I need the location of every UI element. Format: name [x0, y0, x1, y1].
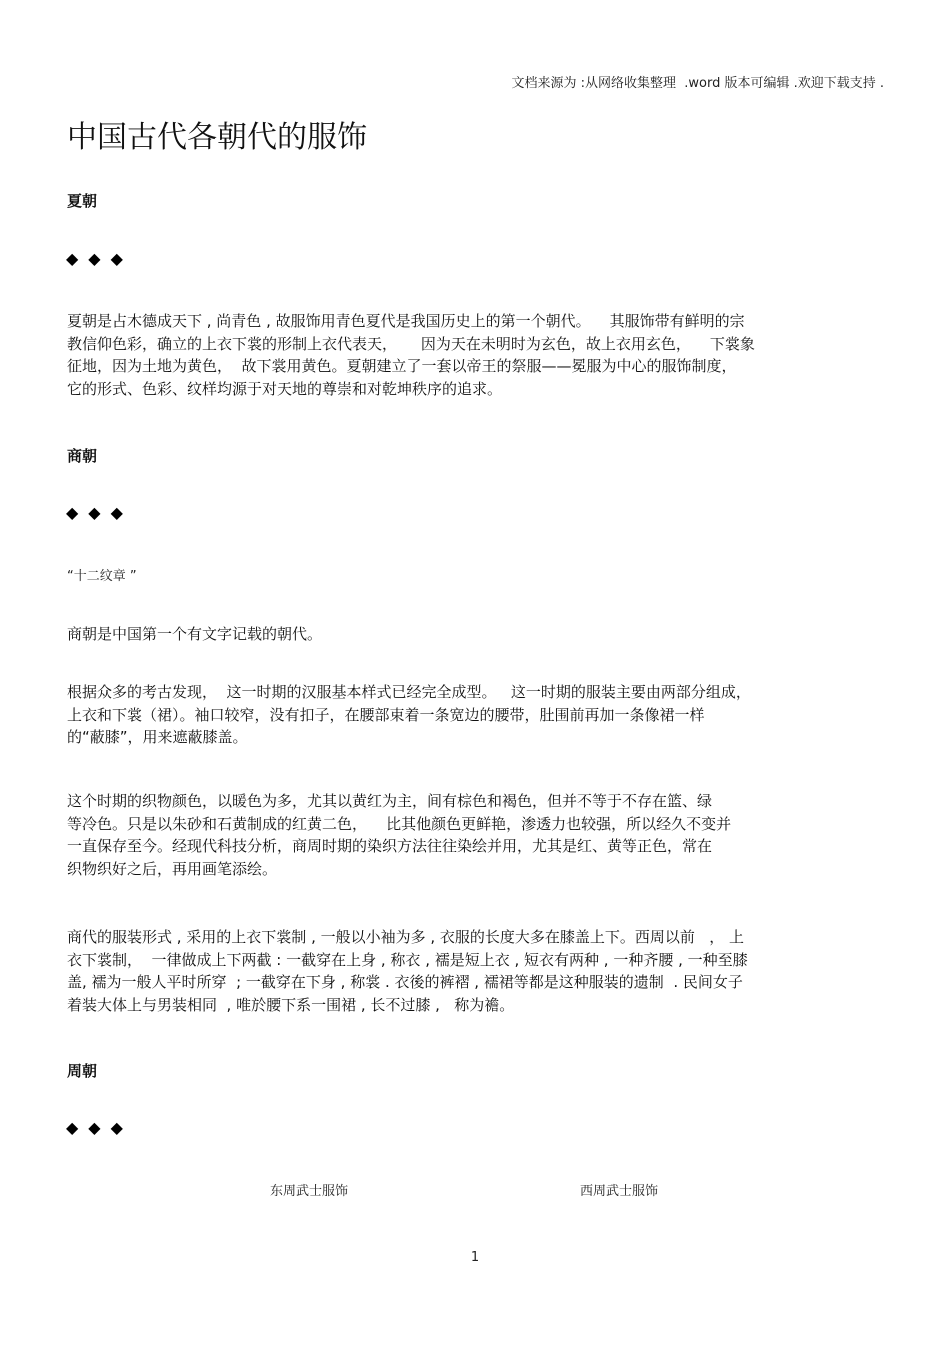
section-heading-xia: 夏朝: [67, 192, 98, 210]
diamond-divider-icon: ◆◆◆: [66, 1118, 133, 1137]
page-number: 1: [470, 1250, 480, 1265]
section-heading-zhou: 周朝: [67, 1062, 98, 1080]
paragraph-shang-4: [67, 926, 748, 1016]
text-line: 等冷色。只是以朱砂和石黄制成的红黄二色， 比其他颜色更鲜艳，渗透力也较强，所以经久不变并: [67, 814, 732, 833]
text-line: 征地，因为土地为黄色， 故下裳用黄色。夏朝建立了一套以帝王的祭服——冕服为中心的服饰制度，: [67, 357, 737, 375]
text-line: 教信仰色彩，确立的上衣下裳的形制上衣代表天， 因为天在未明时为玄色，故上衣用玄色， 下裳象: [67, 334, 755, 353]
paragraph-shang-2: [67, 681, 751, 749]
text-line: 上衣和下裳（裙）。袖口较窄，没有扣子，在腰部束着一条宽边的腰带，肚围前再加一条像裙一样: [67, 705, 705, 724]
image-caption-eastern-zhou: 东周武士服饰: [270, 1184, 349, 1199]
text-line: 的“蔽膝”，用来遮蔽膝盖。: [67, 728, 248, 746]
document-title: 中国古代各朝代的服饰: [67, 120, 367, 155]
text-line: 一直保存至今。经现代科技分析，商周时期的染织方法往往染绘并用，尤其是红、黄等正色，常在: [67, 837, 713, 855]
text-line: 着装大体上与男装相同 , 唯於腰下系一围裙 , 长不过膝 , 称为襜。: [67, 995, 515, 1014]
diamond-divider-icon: ◆◆◆: [66, 503, 133, 522]
paragraph-xia-1: [67, 310, 755, 400]
text-line: 盖, 襦为一般人平时所穿 ; 一截穿在下身 , 称裳 . 衣後的裤褶 , 襦裙等都是这种服装的遗制 . 民间女子: [67, 973, 743, 991]
image-caption-twelve-emblems: “十二纹章 ”: [67, 569, 137, 584]
text-line: 商代的服装形式 , 采用的上衣下裳制 , 一般以小袖为多 , 衣服的长度大多在膝盖上下。西周以前 ， 上: [67, 928, 744, 946]
paragraph-shang-3: [67, 790, 731, 880]
text-line: 根据众多的考古发现， 这一时期的汉服基本样式已经完全成型。 这一时期的服装主要由两部分组成，: [67, 683, 751, 701]
text-line: 衣下裳制， 一律做成上下两截 : 一截穿在上身 , 称衣 , 襦是短上衣 , 短衣有两种 , 一种齐腰 , 一种至膝: [67, 950, 748, 969]
image-caption-western-zhou: 西周武士服饰: [580, 1184, 659, 1199]
header-note: 文档来源为 :从网络收集整理 .word 版本可编辑 .欢迎下载支持 .: [511, 76, 884, 91]
text-line: 商朝是中国第一个有文字记载的朝代。: [67, 625, 323, 643]
diamond-divider-icon: ◆◆◆: [66, 249, 133, 268]
paragraph-shang-1: [67, 623, 322, 646]
text-line: 织物织好之后，再用画笔添绘。: [67, 859, 278, 878]
text-line: 这个时期的织物颜色，以暖色为多，尤其以黄红为主，间有棕色和褐色，但并不等于不存在篮、绿: [67, 792, 713, 810]
text-line: 夏朝是占木德成天下 , 尚青色 , 故服饰用青色夏代是我国历史上的第一个朝代。 其服饰带有鲜明的宗: [67, 312, 745, 330]
text-line: 它的形式、色彩、纹样均源于对天地的尊崇和对乾坤秩序的追求。: [67, 379, 503, 398]
section-heading-shang: 商朝: [67, 447, 98, 465]
